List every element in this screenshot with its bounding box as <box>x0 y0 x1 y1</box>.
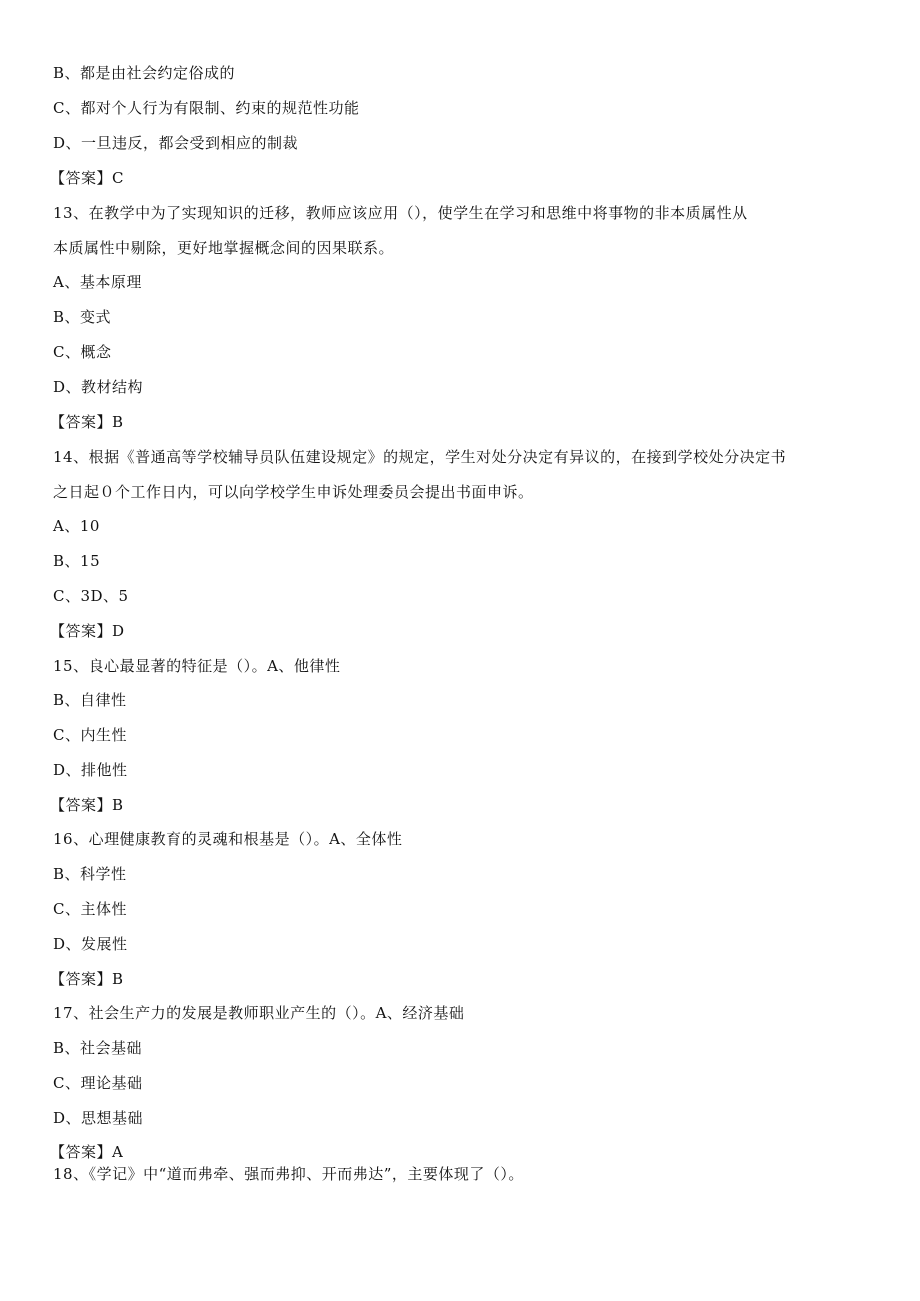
option-a: A、10 <box>53 517 100 535</box>
answer-15: 【答案】B <box>50 796 124 814</box>
answer-14: 【答案】D <box>50 622 125 640</box>
question-18: 18、《学记》中“道而弗牵、强而弗抑、开而弗达”，主要体现了（）。 <box>53 1165 524 1183</box>
option-b: B、科学性 <box>53 865 127 883</box>
question-14-continued: 之日起０个工作日内，可以向学校学生申诉处理委员会提出书面申诉。 <box>53 483 534 501</box>
option-b: B、15 <box>53 552 101 570</box>
option-d: D、发展性 <box>53 935 128 953</box>
answer-17: 【答案】A <box>50 1143 124 1161</box>
option-b: B、社会基础 <box>53 1039 143 1057</box>
question-15: 15、良心最显著的特征是（）。A、他律性 <box>53 657 341 675</box>
option-c: C、主体性 <box>53 900 127 918</box>
option-c: C、内生性 <box>53 726 127 744</box>
option-b: B、变式 <box>53 308 112 326</box>
question-17: 17、社会生产力的发展是教师职业产生的（）。A、经济基础 <box>53 1004 465 1022</box>
question-16: 16、心理健康教育的灵魂和根基是（）。A、全体性 <box>53 830 403 848</box>
question-13-continued: 本质属性中剔除，更好地掌握概念间的因果联系。 <box>53 239 395 257</box>
answer-12: 【答案】C <box>50 169 124 187</box>
option-b: B、自律性 <box>53 691 127 709</box>
question-13: 13、在教学中为了实现知识的迁移，教师应该应用（），使学生在学习和思维中将事物的非本质属性从 <box>53 204 748 222</box>
option-d: D、排他性 <box>53 761 128 779</box>
option-c: C、都对个人行为有限制、约束的规范性功能 <box>53 99 360 117</box>
option-c-d: C、3D、5 <box>53 587 129 605</box>
question-14: 14、根据《普通高等学校辅导员队伍建设规定》的规定，学生对处分决定有异议的，在接到学校处分决定书 <box>53 448 787 466</box>
answer-13: 【答案】B <box>50 413 124 431</box>
answer-16: 【答案】B <box>50 970 124 988</box>
option-d: D、一旦违反，都会受到相应的制裁 <box>53 134 299 152</box>
option-c: C、理论基础 <box>53 1074 143 1092</box>
option-b: B、都是由社会约定俗成的 <box>53 64 236 82</box>
option-c: C、概念 <box>53 343 112 361</box>
option-d: D、教材结构 <box>53 378 144 396</box>
option-a: A、基本原理 <box>53 273 142 291</box>
option-d: D、思想基础 <box>53 1109 144 1127</box>
